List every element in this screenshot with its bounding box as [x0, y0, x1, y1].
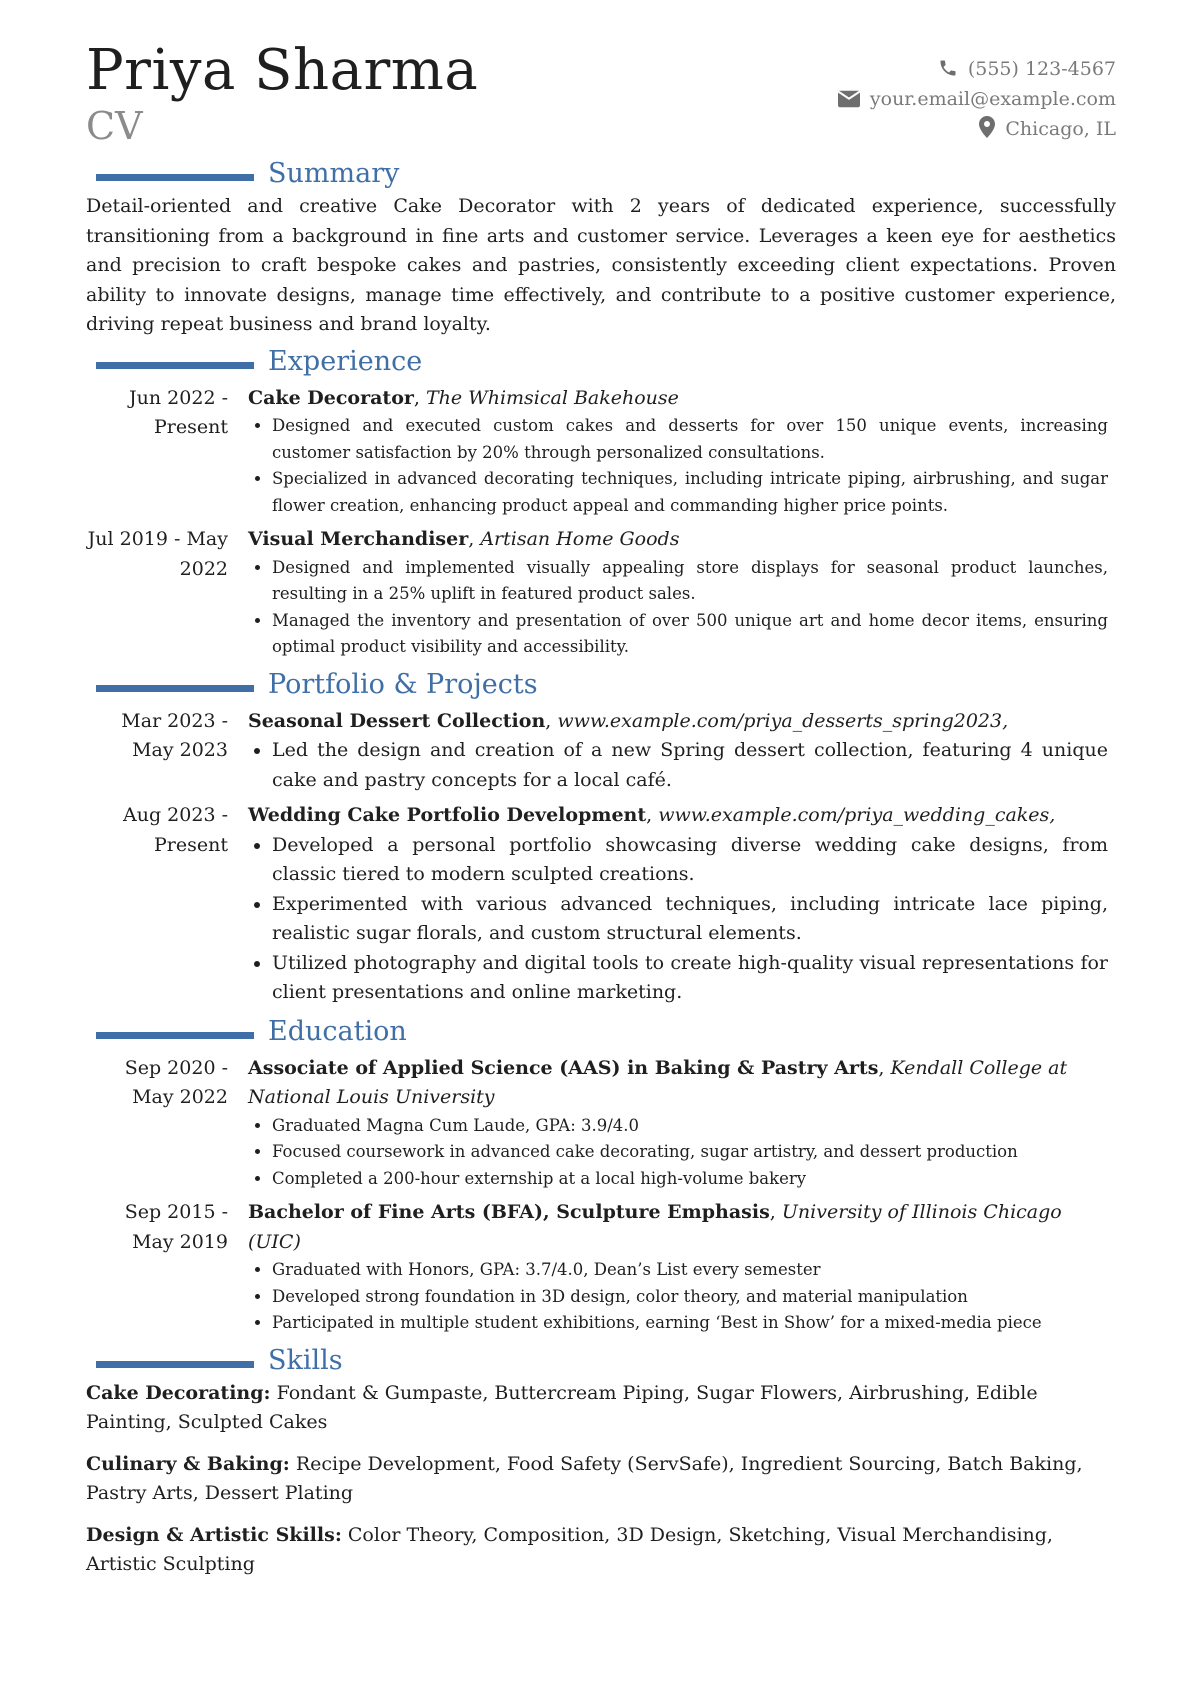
skill-items: Color Theory, Composition, 3D Design, Sketching, Visual Merchandising, Artistic Sculpting: [86, 1523, 1053, 1575]
list-item: • Designed and executed custom cakes and desserts for over 150 unique events, increasing customer satisfaction by 20% through personalized consultations.: [272, 413, 1108, 466]
project-link[interactable]: www.example.com/priya_wedding_cakes,: [658, 804, 1056, 826]
entry-date: Sep 2015 - May 2019: [124, 1201, 228, 1253]
skill-group: [86, 1450, 1116, 1509]
entry-date: Aug 2023 - Present: [123, 804, 228, 856]
bullet-list: [248, 1113, 1108, 1193]
section-bar: [96, 362, 254, 369]
contact-location: [838, 114, 1116, 144]
envelope-icon: [838, 90, 860, 108]
degree: Bachelor of Fine Arts (BFA), Sculpture Emphasis: [248, 1201, 770, 1223]
school: Kendall College at National Louis University: [248, 1056, 1068, 1108]
entry-date: Jun 2022 - Present: [129, 386, 228, 438]
list-item: • Developed a personal portfolio showcasing diverse wedding cake designs, from classic tiered to modern sculpted creations.: [272, 831, 1108, 890]
bullet-list: [248, 413, 1108, 519]
email-text: your.email@example.com: [869, 88, 1116, 110]
bullet-list: [248, 1257, 1108, 1337]
skill-label: Cake Decorating:: [86, 1381, 271, 1404]
job-title: Visual Merchandiser: [248, 528, 469, 550]
contact-info: [838, 54, 1116, 144]
project-name: Wedding Cake Portfolio Development: [248, 804, 647, 826]
section-summary-header: [86, 156, 1116, 192]
bullet-list: [248, 831, 1108, 1008]
project-name: Seasonal Dessert Collection: [248, 709, 546, 732]
section-title: Summary: [268, 158, 400, 189]
list-item: • Developed strong foundation in 3D design, color theory, and material manipulation: [272, 1284, 1108, 1311]
location-text: Chicago, IL: [1005, 118, 1116, 140]
section-experience-header: [86, 344, 1116, 380]
section-title: Portfolio & Projects: [268, 668, 538, 700]
skill-label: Culinary & Baking:: [86, 1452, 290, 1475]
list-item: • Designed and implemented visually appealing store displays for seasonal product launches, resulting in a 25% uplift in featured product sales.: [272, 555, 1108, 608]
entry-date: Sep 2020 - May 2022: [124, 1056, 228, 1108]
experience-entry: Jun 2022 - Present Cake Decorator, The Whimsical Bakehouse • Designed and executed custom cakes and desserts for over 150 unique events, increasing customer satisfaction by 20% through personalized consultations. • Specialized in advanced decorating techniques, including intricate piping, airbrushing, and sugar flower creation, enhancing product appeal and commanding higher price points.: [86, 384, 1116, 520]
document-subtitle: CV: [86, 104, 143, 148]
skill-group: [86, 1379, 1116, 1438]
list-item: • Completed a 200-hour externship at a local high-volume bakery: [272, 1166, 1108, 1193]
summary-text: Detail-oriented and creative Cake Decorator with 2 years of dedicated experience, successfully transitioning from a background in fine arts and customer service. Leverages a keen eye for aesthetics and precision to craft bespoke cakes and pastries, consistently exceeding client expectations. Proven ability to innovate designs, manage time effectively, and contribute to a positive customer experience, driving repeat business and brand loyalty.: [86, 195, 1116, 335]
section-bar: [96, 174, 254, 181]
list-item: • Graduated Magna Cum Laude, GPA: 3.9/4.0: [272, 1113, 1108, 1140]
phone-text: (555) 123-4567: [967, 58, 1116, 80]
employer: The Whimsical Bakehouse: [425, 386, 679, 409]
list-item: • Graduated with Honors, GPA: 3.7/4.0, Dean’s List every semester: [272, 1257, 1108, 1284]
section-bar: [96, 1361, 254, 1368]
contact-email[interactable]: [838, 84, 1116, 114]
person-name: Priya Sharma: [86, 38, 479, 103]
experience-entry: Jul 2019 - May 2022 Visual Merchandiser, Artisan Home Goods • Designed and implemented visually appealing store displays for seasonal product launches, resulting in a 25% uplift in featured product sales. • Managed the inventory and presentation of over 500 unique art and home decor items, ensuring optimal product visibility and accessibility.: [86, 525, 1116, 661]
list-item: • Focused coursework in advanced cake decorating, sugar artistry, and dessert production: [272, 1139, 1108, 1166]
job-title: Cake Decorator: [248, 386, 414, 409]
section-title: Education: [268, 1015, 407, 1047]
section-skills-header: [86, 1343, 1116, 1379]
entry-date: Mar 2023 - May 2023: [121, 709, 228, 761]
degree: Associate of Applied Science (AAS) in Baking & Pastry Arts: [248, 1056, 879, 1079]
section-education-header: [86, 1014, 1116, 1050]
list-item: • Experimented with various advanced techniques, including intricate lace piping, realistic sugar florals, and custom structural elements.: [272, 890, 1108, 949]
list-item: • Led the design and creation of a new Spring dessert collection, featuring 4 unique cake and pastry concepts for a local café.: [272, 736, 1108, 795]
list-item: • Managed the inventory and presentation of over 500 unique art and home decor items, ensuring optimal product visibility and accessibility.: [272, 608, 1108, 661]
skill-items: Fondant & Gumpaste, Buttercream Piping, Sugar Flowers, Airbrushing, Edible Painting, Sculpted Cakes: [86, 1381, 1038, 1433]
project-entry: Mar 2023 - May 2023 Seasonal Dessert Collection, www.example.com/priya_desserts_spring2023, • Led the design and creation of a new Spring dessert collection, featuring 4 unique cake and pastry concepts for a local café.: [86, 707, 1116, 796]
section-projects-header: [86, 667, 1116, 703]
skill-items: Recipe Development, Food Safety (ServSafe), Ingredient Sourcing, Batch Baking, Pastry Arts, Dessert Plating: [86, 1452, 1083, 1504]
list-item: • Utilized photography and digital tools to create high-quality visual representations for client presentations and online marketing.: [272, 949, 1108, 1008]
education-entry: Sep 2015 - May 2019 Bachelor of Fine Arts (BFA), Sculpture Emphasis, University of Illinois Chicago (UIC) • Graduated with Honors, GPA: 3.7/4.0, Dean’s List every semester • Developed strong foundation in 3D design, color theory, and material manipulation • Participated in multiple student exhibitions, earning ‘Best in Show’ for a mixed-media piece: [86, 1198, 1116, 1337]
section-title: Skills: [268, 1344, 343, 1376]
section-bar: [96, 685, 254, 692]
list-item: • Participated in multiple student exhibitions, earning ‘Best in Show’ for a mixed-media piece: [272, 1310, 1108, 1337]
school: University of Illinois Chicago (UIC): [248, 1201, 1062, 1253]
phone-icon: [938, 58, 958, 78]
contact-phone[interactable]: [838, 54, 1116, 84]
list-item: • Specialized in advanced decorating techniques, including intricate piping, airbrushing, and sugar flower creation, enhancing product appeal and commanding higher price points.: [272, 466, 1108, 519]
bullet-list: [248, 736, 1108, 795]
skill-label: Design & Artistic Skills:: [86, 1523, 342, 1546]
entry-date: Jul 2019 - May 2022: [87, 528, 228, 580]
section-title: Experience: [268, 345, 423, 377]
section-bar: [96, 1032, 254, 1039]
project-link[interactable]: www.example.com/priya_desserts_spring2023,: [557, 709, 1009, 732]
bullet-list: [248, 555, 1108, 661]
education-entry: Sep 2020 - May 2022 Associate of Applied Science (AAS) in Baking & Pastry Arts, Kendall College at National Louis University • Graduated Magna Cum Laude, GPA: 3.9/4.0 • Focused coursework in advanced cake decorating, sugar artistry, and dessert production • Completed a 200-hour externship at a local high-volume bakery: [86, 1054, 1116, 1193]
header: [86, 40, 1116, 156]
skill-group: [86, 1521, 1116, 1580]
cv-page: [86, 40, 1116, 1592]
employer: Artisan Home Goods: [480, 528, 680, 550]
map-pin-icon: [979, 116, 995, 138]
project-entry: Aug 2023 - Present Wedding Cake Portfolio Development, www.example.com/priya_wedding_cakes, • Developed a personal portfolio showcasing diverse wedding cake designs, from classic tiered to modern sculpted creations. • Experimented with various advanced techniques, including intricate lace piping, realistic sugar florals, and custom structural elements. • Utilized photography and digital tools to create high-quality visual representations for client presentations and online marketing.: [86, 801, 1116, 1008]
